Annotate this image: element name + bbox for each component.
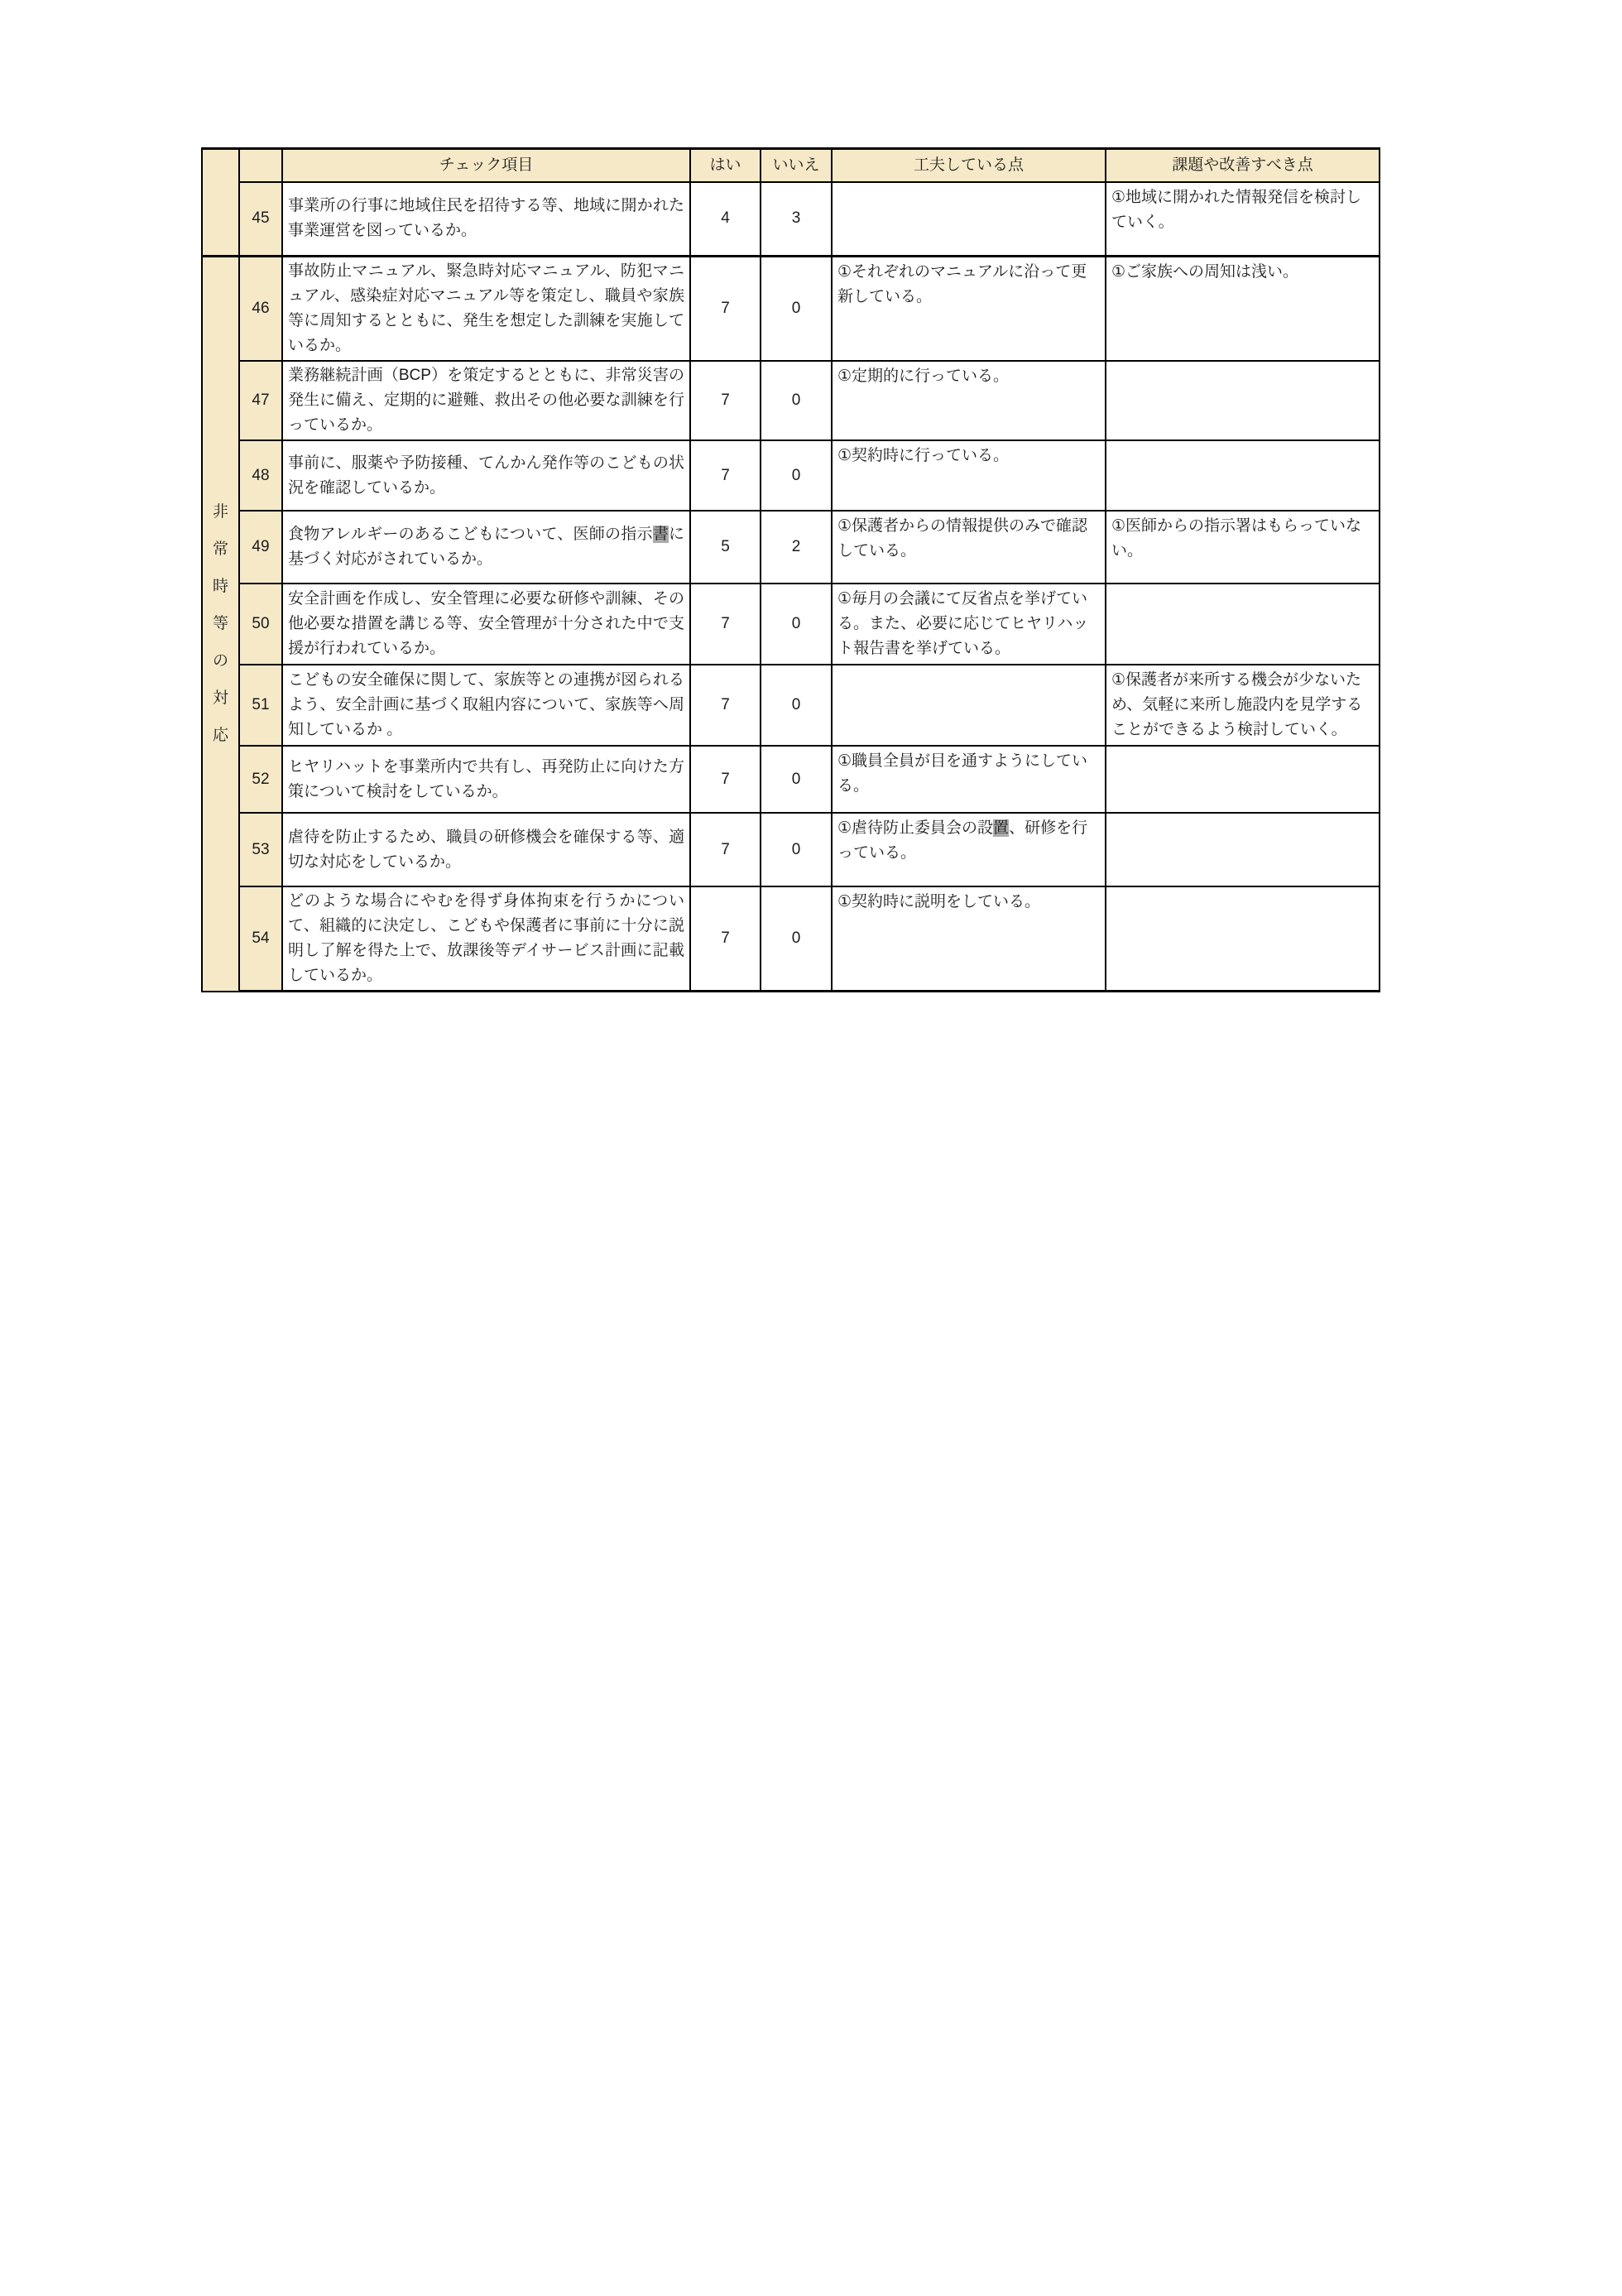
row-number: 47: [239, 361, 282, 440]
yes-count: 7: [690, 886, 761, 992]
yes-count: 4: [690, 182, 761, 257]
table-row: [202, 182, 1380, 257]
row-number: 49: [239, 511, 282, 584]
check-item-text: こどもの安全確保に関して、家族等との連携が図られるよう、安全計画に基づく取組内容について、家族等へ周知しているか 。: [282, 665, 690, 746]
yes-count: 7: [690, 361, 761, 440]
table-row: [202, 665, 1380, 746]
issues-text: ①ご家族への周知は浅い。: [1106, 257, 1380, 362]
devised-point-text: ①それぞれのマニュアルに沿って更新している。: [832, 257, 1106, 362]
category-spacer-cell: [202, 149, 239, 257]
row-number: 52: [239, 746, 282, 813]
category-label-cell: [202, 257, 239, 992]
col-header-yes: はい: [690, 149, 761, 182]
devised-point-text: ①保護者からの情報提供のみで確認している。: [832, 511, 1106, 584]
yes-count: 7: [690, 257, 761, 362]
issues-text: ①地域に開かれた情報発信を検討していく。: [1106, 182, 1380, 257]
no-count: 0: [761, 746, 832, 813]
no-count: 0: [761, 584, 832, 665]
col-header-check-item: チェック項目: [282, 149, 690, 182]
table-row: [202, 440, 1380, 511]
table-row: [202, 257, 1380, 362]
no-count: 2: [761, 511, 832, 584]
check-item-text: ヒヤリハットを事業所内で共有し、再発防止に向けた方策について検討をしているか。: [282, 746, 690, 813]
check-item-text: 業務継続計画（BCP）を策定するとともに、非常災害の発生に備え、定期的に避難、救出その他必要な訓練を行っているか。: [282, 361, 690, 440]
no-count: 0: [761, 886, 832, 992]
devised-point-text: ①職員全員が目を通すようにしている。: [832, 746, 1106, 813]
check-item-text: 安全計画を作成し、安全管理に必要な研修や訓練、その他必要な措置を講じる等、安全管理が十分された中で支援が行われているか。: [282, 584, 690, 665]
table-row: [202, 746, 1380, 813]
col-header-devised: 工夫している点: [832, 149, 1106, 182]
yes-count: 7: [690, 440, 761, 511]
no-count: 0: [761, 440, 832, 511]
issues-text: ①医師からの指示署はもらっていない。: [1106, 511, 1380, 584]
no-count: 0: [761, 257, 832, 362]
issues-text: [1106, 813, 1380, 886]
devised-point-text: [832, 182, 1106, 257]
no-count: 3: [761, 182, 832, 257]
row-number: 53: [239, 813, 282, 886]
col-header-no: いいえ: [761, 149, 832, 182]
row-number: 54: [239, 886, 282, 992]
issues-text: [1106, 584, 1380, 665]
no-count: 0: [761, 665, 832, 746]
no-count: 0: [761, 361, 832, 440]
yes-count: 5: [690, 511, 761, 584]
row-number: 45: [239, 182, 282, 257]
devised-point-text: ①定期的に行っている。: [832, 361, 1106, 440]
check-item-text: 事前に、服薬や予防接種、てんかん発作等のこどもの状況を確認しているか。: [282, 440, 690, 511]
check-item-text: 虐待を防止するため、職員の研修機会を確保する等、適切な対応をしているか。: [282, 813, 690, 886]
check-item-text: 事業所の行事に地域住民を招待する等、地域に開かれた事業運営を図っているか。: [282, 182, 690, 257]
yes-count: 7: [690, 665, 761, 746]
row-number: 51: [239, 665, 282, 746]
table-header-row: [202, 149, 1380, 182]
devised-point-text: ①契約時に説明をしている。: [832, 886, 1106, 992]
yes-count: 7: [690, 584, 761, 665]
table-row: [202, 511, 1380, 584]
highlighted-char: 書: [652, 526, 669, 543]
devised-point-text: ①虐待防止委員会の設置、研修を行っている。: [832, 813, 1106, 886]
yes-count: 7: [690, 746, 761, 813]
issues-text: ①保護者が来所する機会が少ないため、気軽に来所し施設内を見学することができるよう検討していく。: [1106, 665, 1380, 746]
yes-count: 7: [690, 813, 761, 886]
table-row: [202, 886, 1380, 992]
no-count: 0: [761, 813, 832, 886]
check-item-text: 事故防止マニュアル、緊急時対応マニュアル、防犯マニュアル、感染症対応マニュアル等を策定し、職員や家族等に周知するとともに、発生を想定した訓練を実施しているか。: [282, 257, 690, 362]
row-number: 48: [239, 440, 282, 511]
table-row: [202, 584, 1380, 665]
row-number-header-cell: [239, 149, 282, 182]
check-item-text: どのような場合にやむを得ず身体拘束を行うかについて、組織的に決定し、こどもや保護者に事前に十分に説明し了解を得た上で、放課後等デイサービス計画に記載しているか。: [282, 886, 690, 992]
col-header-issues: 課題や改善すべき点: [1106, 149, 1380, 182]
table-row: [202, 813, 1380, 886]
evaluation-checklist-table: [201, 147, 1380, 992]
issues-text: [1106, 746, 1380, 813]
issues-text: [1106, 886, 1380, 992]
devised-point-text: ①毎月の会議にて反省点を挙げている。また、必要に応じてヒヤリハット報告書を挙げている。: [832, 584, 1106, 665]
issues-text: [1106, 440, 1380, 511]
table-row: [202, 361, 1380, 440]
category-label: 非 常 時 等 の 対 応: [212, 502, 228, 744]
devised-point-text: [832, 665, 1106, 746]
row-number: 46: [239, 257, 282, 362]
issues-text: [1106, 361, 1380, 440]
highlighted-char: 置: [993, 819, 1010, 837]
row-number: 50: [239, 584, 282, 665]
devised-point-text: ①契約時に行っている。: [832, 440, 1106, 511]
check-item-text: 食物アレルギーのあるこどもについて、医師の指示書に基づく対応がされているか。: [282, 511, 690, 584]
